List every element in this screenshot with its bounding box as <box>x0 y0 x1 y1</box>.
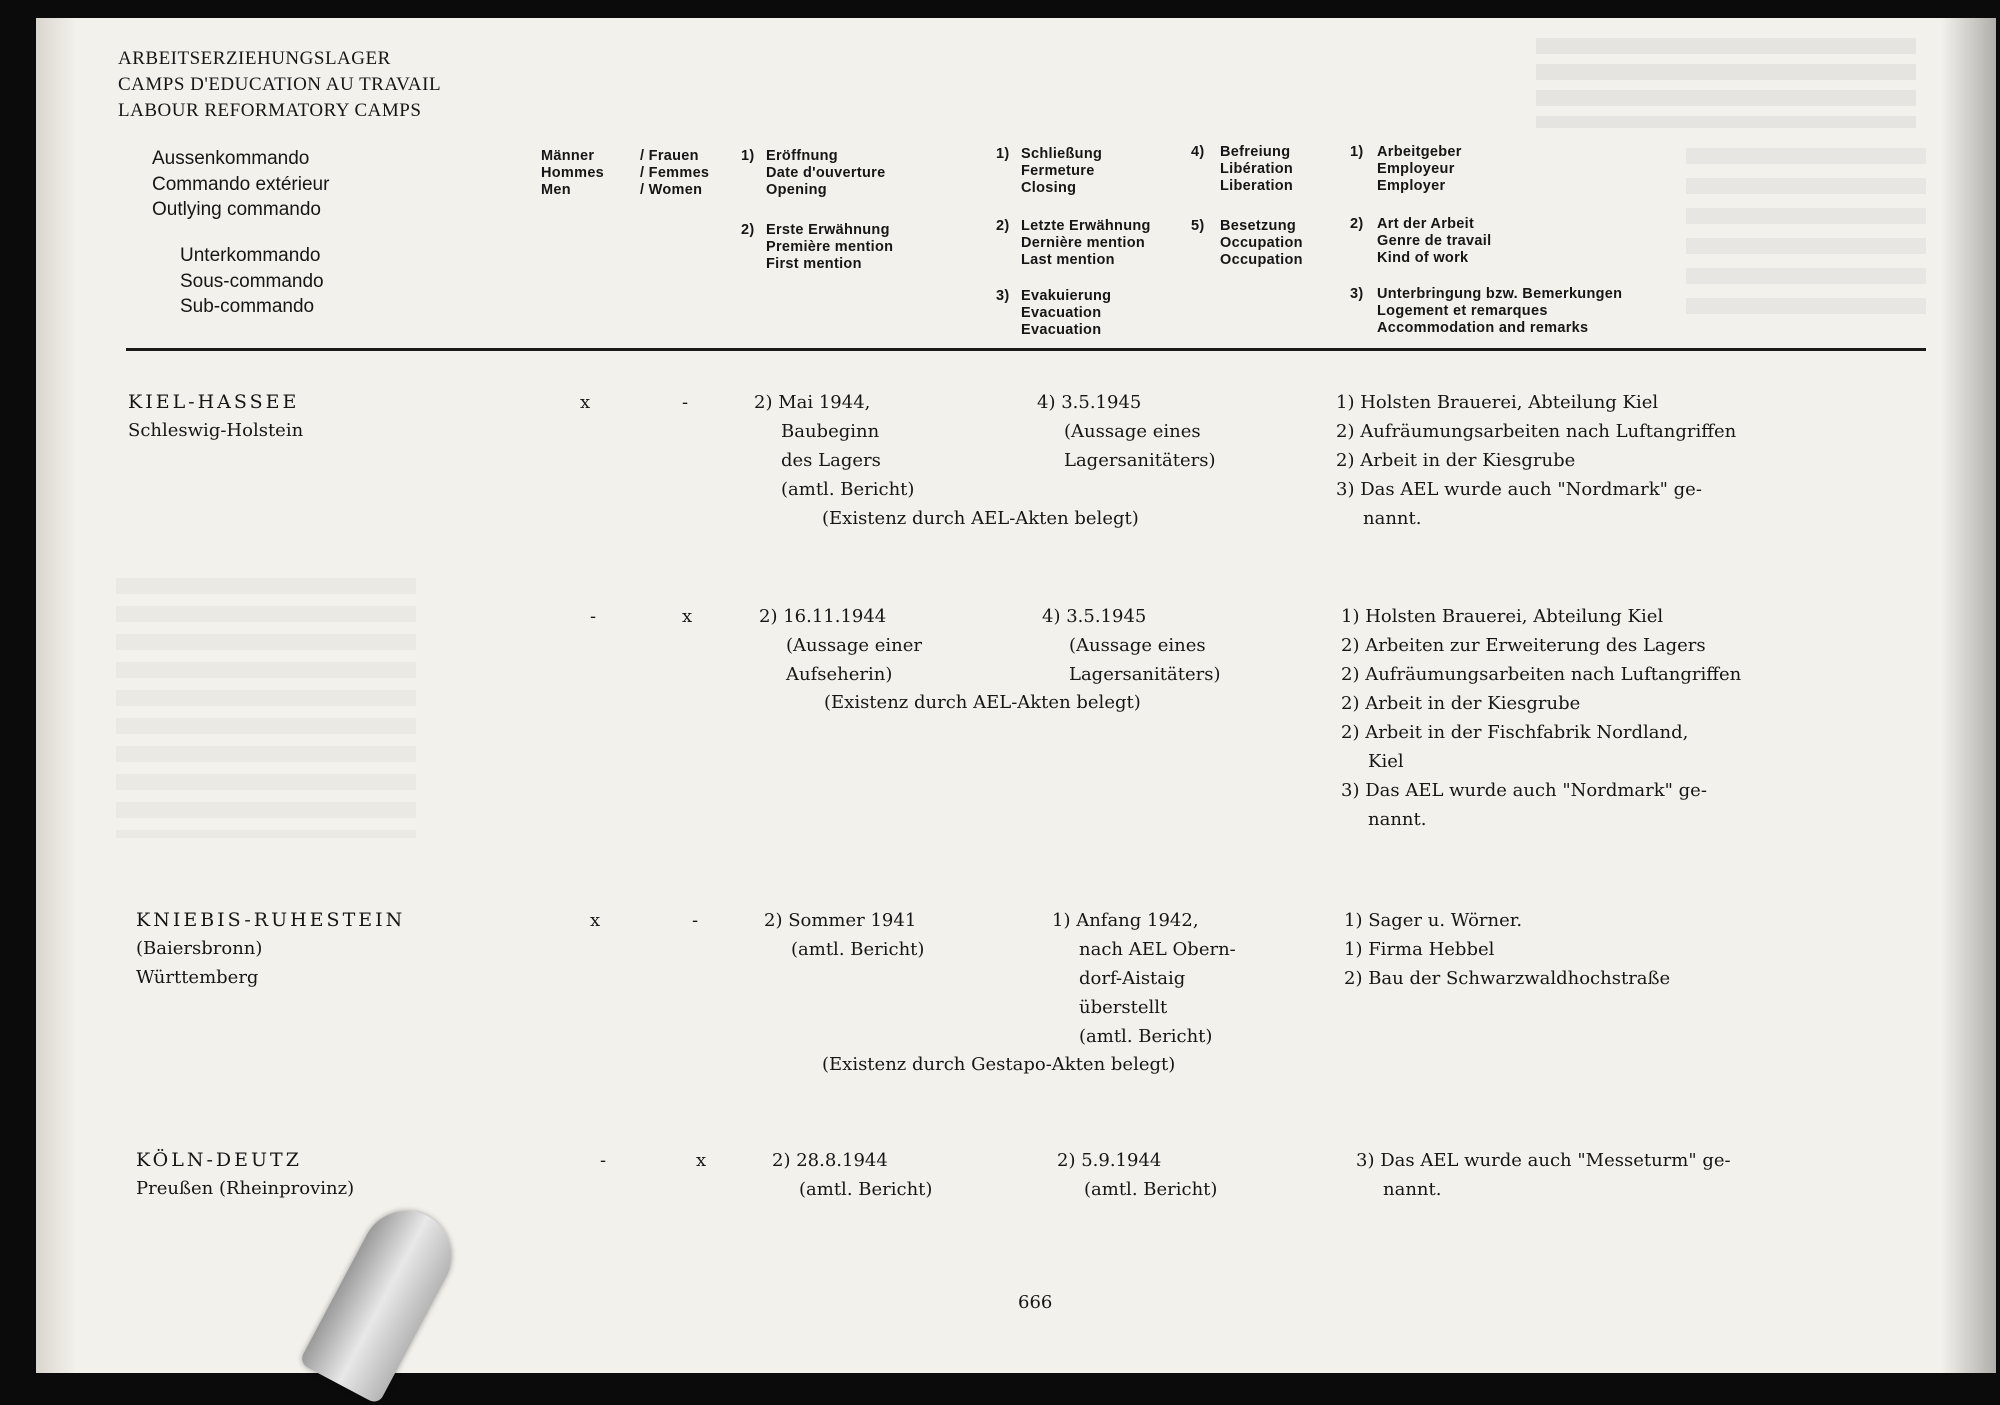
info-line: (Aussage eines <box>1069 635 1206 656</box>
opening-info <box>764 906 924 964</box>
camp-region <box>136 934 262 992</box>
work-info <box>1344 906 1670 993</box>
info-line: nach AEL Obern- <box>1079 939 1236 960</box>
label-line: Employer <box>1377 178 1446 194</box>
camp-name: KIEL-HASSEE <box>128 391 300 413</box>
work-info <box>1336 388 1736 533</box>
info-line: (amtl. Bericht) <box>791 939 925 960</box>
region-line: Schleswig-Holstein <box>128 420 304 441</box>
info-line: Baubeginn <box>781 421 880 442</box>
info-line: 4) 3.5.1945 <box>1037 392 1142 413</box>
liberation-label <box>1220 144 1293 195</box>
label-line: Genre de travail <box>1377 233 1492 249</box>
info-line: (amtl. Bericht) <box>1084 1179 1218 1200</box>
women-mark: - <box>682 392 689 413</box>
page-number: 666 <box>1018 1292 1053 1313</box>
label-line: Unterbringung bzw. Bemerkungen <box>1377 286 1623 302</box>
info-line: 1) Firma Hebbel <box>1344 939 1495 960</box>
label-line: Besetzung <box>1220 218 1297 234</box>
header-title <box>118 46 441 124</box>
info-line: 3) Das AEL wurde auch "Nordmark" ge- <box>1336 479 1702 500</box>
info-line: 2) 5.9.1944 <box>1057 1150 1162 1171</box>
info-line: (amtl. Bericht) <box>799 1179 933 1200</box>
label-line: Sub-commando <box>180 296 315 317</box>
info-line: Kiel <box>1368 751 1404 772</box>
info-line: des Lagers <box>781 450 881 471</box>
region-line: Württemberg <box>136 967 259 988</box>
label-line: / Femmes <box>640 165 710 181</box>
opening-label <box>766 148 885 199</box>
label-line: Kind of work <box>1377 250 1469 266</box>
evidence-note: (Existenz durch AEL-Akten belegt) <box>824 692 1141 713</box>
men-mark: x <box>580 392 591 413</box>
kind-of-work-label <box>1377 216 1491 267</box>
kind-of-work-num: 2) <box>1350 216 1364 232</box>
label-line: Eröffnung <box>766 148 838 164</box>
label-line: Evacuation <box>1021 305 1102 321</box>
label-line: Art der Arbeit <box>1377 216 1475 232</box>
info-line: 3) Das AEL wurde auch "Messeturm" ge- <box>1356 1150 1731 1171</box>
info-line: (Aussage eines <box>1064 421 1201 442</box>
info-line: 2) Sommer 1941 <box>764 910 917 931</box>
info-line: Lagersanitäters) <box>1064 450 1216 471</box>
info-line: 1) Anfang 1942, <box>1052 910 1199 931</box>
label-line: Men <box>541 182 571 198</box>
label-line: Befreiung <box>1220 144 1291 160</box>
info-line: 4) 3.5.1945 <box>1042 606 1147 627</box>
last-mention-num: 2) <box>996 218 1010 234</box>
page-curl-shadow <box>1941 18 1996 1373</box>
region-line: (Baiersbronn) <box>136 938 263 959</box>
opening-info <box>754 388 914 504</box>
employer-num: 1) <box>1350 144 1364 160</box>
label-line: Hommes <box>541 165 605 181</box>
info-line: (amtl. Bericht) <box>1079 1026 1213 1047</box>
first-mention-label <box>766 222 893 273</box>
label-line: Aussenkommando <box>152 148 310 169</box>
info-line: 2) Arbeit in der Kiesgrube <box>1341 693 1581 714</box>
label-line: Evakuierung <box>1021 288 1112 304</box>
label-line: Letzte Erwähnung <box>1021 218 1151 234</box>
label-line: Liberation <box>1220 178 1294 194</box>
opening-num: 1) <box>741 148 755 164</box>
label-line: / Women <box>640 182 703 198</box>
info-line: 1) Holsten Brauerei, Abteilung Kiel <box>1341 606 1664 627</box>
info-line: 2) Arbeit in der Kiesgrube <box>1336 450 1576 471</box>
info-line: 2) Bau der Schwarzwaldhochstraße <box>1344 968 1671 989</box>
men-mark: x <box>590 910 601 931</box>
women-mark: x <box>696 1150 707 1171</box>
info-line: 2) Aufräumungsarbeiten nach Luftangriffen <box>1341 664 1742 685</box>
bleed-through-shadow <box>116 578 416 838</box>
label-line: Fermeture <box>1021 163 1095 179</box>
label-line: Erste Erwähnung <box>766 222 890 238</box>
outlying-commando-label <box>152 146 329 223</box>
label-line: Libération <box>1220 161 1294 177</box>
label-line: Occupation <box>1220 235 1303 251</box>
label-line: Opening <box>766 182 827 198</box>
info-line: überstellt <box>1079 997 1168 1018</box>
accommodation-num: 3) <box>1350 286 1364 302</box>
info-line: 2) Mai 1944, <box>754 392 871 413</box>
gender-women-label <box>640 148 709 199</box>
occupation-num: 5) <box>1191 218 1205 234</box>
info-line: Lagersanitäters) <box>1069 664 1221 685</box>
women-mark: x <box>682 606 693 627</box>
liberation-num: 4) <box>1191 144 1205 160</box>
evidence-note: (Existenz durch AEL-Akten belegt) <box>822 508 1139 529</box>
bleed-through-shadow <box>1536 38 1916 128</box>
camp-region <box>128 416 303 445</box>
camp-region <box>136 1174 354 1203</box>
closing-info <box>1037 388 1216 475</box>
closing-num: 1) <box>996 146 1010 162</box>
work-info <box>1341 602 1741 834</box>
info-line: 2) Arbeiten zur Erweiterung des Lagers <box>1341 635 1706 656</box>
book-page <box>36 18 1996 1373</box>
info-line: nannt. <box>1383 1179 1442 1200</box>
info-line: 2) 28.8.1944 <box>772 1150 888 1171</box>
label-line: Arbeitgeber <box>1377 144 1462 160</box>
occupation-label <box>1220 218 1303 269</box>
label-line: Outlying commando <box>152 199 321 220</box>
info-line: 1) Sager u. Wörner. <box>1344 910 1523 931</box>
men-mark: - <box>600 1150 607 1171</box>
work-info <box>1356 1146 1731 1204</box>
label-line: Commando extérieur <box>152 173 330 195</box>
info-line: 2) Aufräumungsarbeiten nach Luftangriffen <box>1336 421 1737 442</box>
gender-men-label <box>541 148 604 199</box>
opening-info <box>759 602 922 689</box>
info-line: Aufseherin) <box>786 664 893 685</box>
sub-commando-label <box>180 243 324 320</box>
header-divider <box>126 348 1926 351</box>
label-line: Occupation <box>1220 252 1303 268</box>
accommodation-label <box>1377 286 1622 337</box>
header-title-line: ARBEITSERZIEHUNGSLAGER <box>118 48 391 69</box>
info-line: nannt. <box>1363 508 1422 529</box>
header-title-line: LABOUR REFORMATORY CAMPS <box>118 100 422 121</box>
info-line: (Aussage einer <box>786 635 922 656</box>
closing-info <box>1042 602 1221 689</box>
label-line: First mention <box>766 256 862 272</box>
info-line: nannt. <box>1368 809 1427 830</box>
label-line: Date d'ouverture <box>766 165 886 181</box>
label-line: Sous-commando <box>180 270 324 292</box>
women-mark: - <box>692 910 699 931</box>
region-line: Preußen (Rheinprovinz) <box>136 1178 355 1199</box>
label-line: Männer <box>541 148 595 164</box>
info-line: 1) Holsten Brauerei, Abteilung Kiel <box>1336 392 1659 413</box>
label-line: Employeur <box>1377 161 1455 177</box>
label-line: Evacuation <box>1021 322 1102 338</box>
label-line: Last mention <box>1021 252 1115 268</box>
camp-name: KNIEBIS-RUHESTEIN <box>136 909 406 931</box>
info-line: dorf-Aistaig <box>1079 968 1186 989</box>
page-gutter <box>36 18 76 1373</box>
evacuation-num: 3) <box>996 288 1010 304</box>
label-line: Accommodation and remarks <box>1377 320 1589 336</box>
label-line: Première mention <box>766 239 894 255</box>
bleed-through-shadow <box>1686 148 1926 328</box>
closing-info <box>1052 906 1236 1051</box>
info-line: (amtl. Bericht) <box>781 479 915 500</box>
label-line: Dernière mention <box>1021 235 1146 251</box>
evidence-note: (Existenz durch Gestapo-Akten belegt) <box>822 1054 1176 1075</box>
label-line: / Frauen <box>640 148 699 164</box>
header-title-line: CAMPS D'EDUCATION AU TRAVAIL <box>118 74 442 95</box>
closing-info <box>1057 1146 1217 1204</box>
info-line: 2) 16.11.1944 <box>759 606 887 627</box>
last-mention-label <box>1021 218 1151 269</box>
opening-info <box>772 1146 932 1204</box>
closing-label <box>1021 146 1102 197</box>
info-line: 3) Das AEL wurde auch "Nordmark" ge- <box>1341 780 1707 801</box>
label-line: Logement et remarques <box>1377 303 1548 319</box>
info-line: 2) Arbeit in der Fischfabrik Nordland, <box>1341 722 1689 743</box>
men-mark: - <box>590 606 597 627</box>
evacuation-label <box>1021 288 1111 339</box>
label-line: Schließung <box>1021 146 1103 162</box>
first-mention-num: 2) <box>741 222 755 238</box>
label-line: Unterkommando <box>180 245 321 266</box>
employer-label <box>1377 144 1462 195</box>
camp-name: KÖLN-DEUTZ <box>136 1149 302 1171</box>
label-line: Closing <box>1021 180 1077 196</box>
